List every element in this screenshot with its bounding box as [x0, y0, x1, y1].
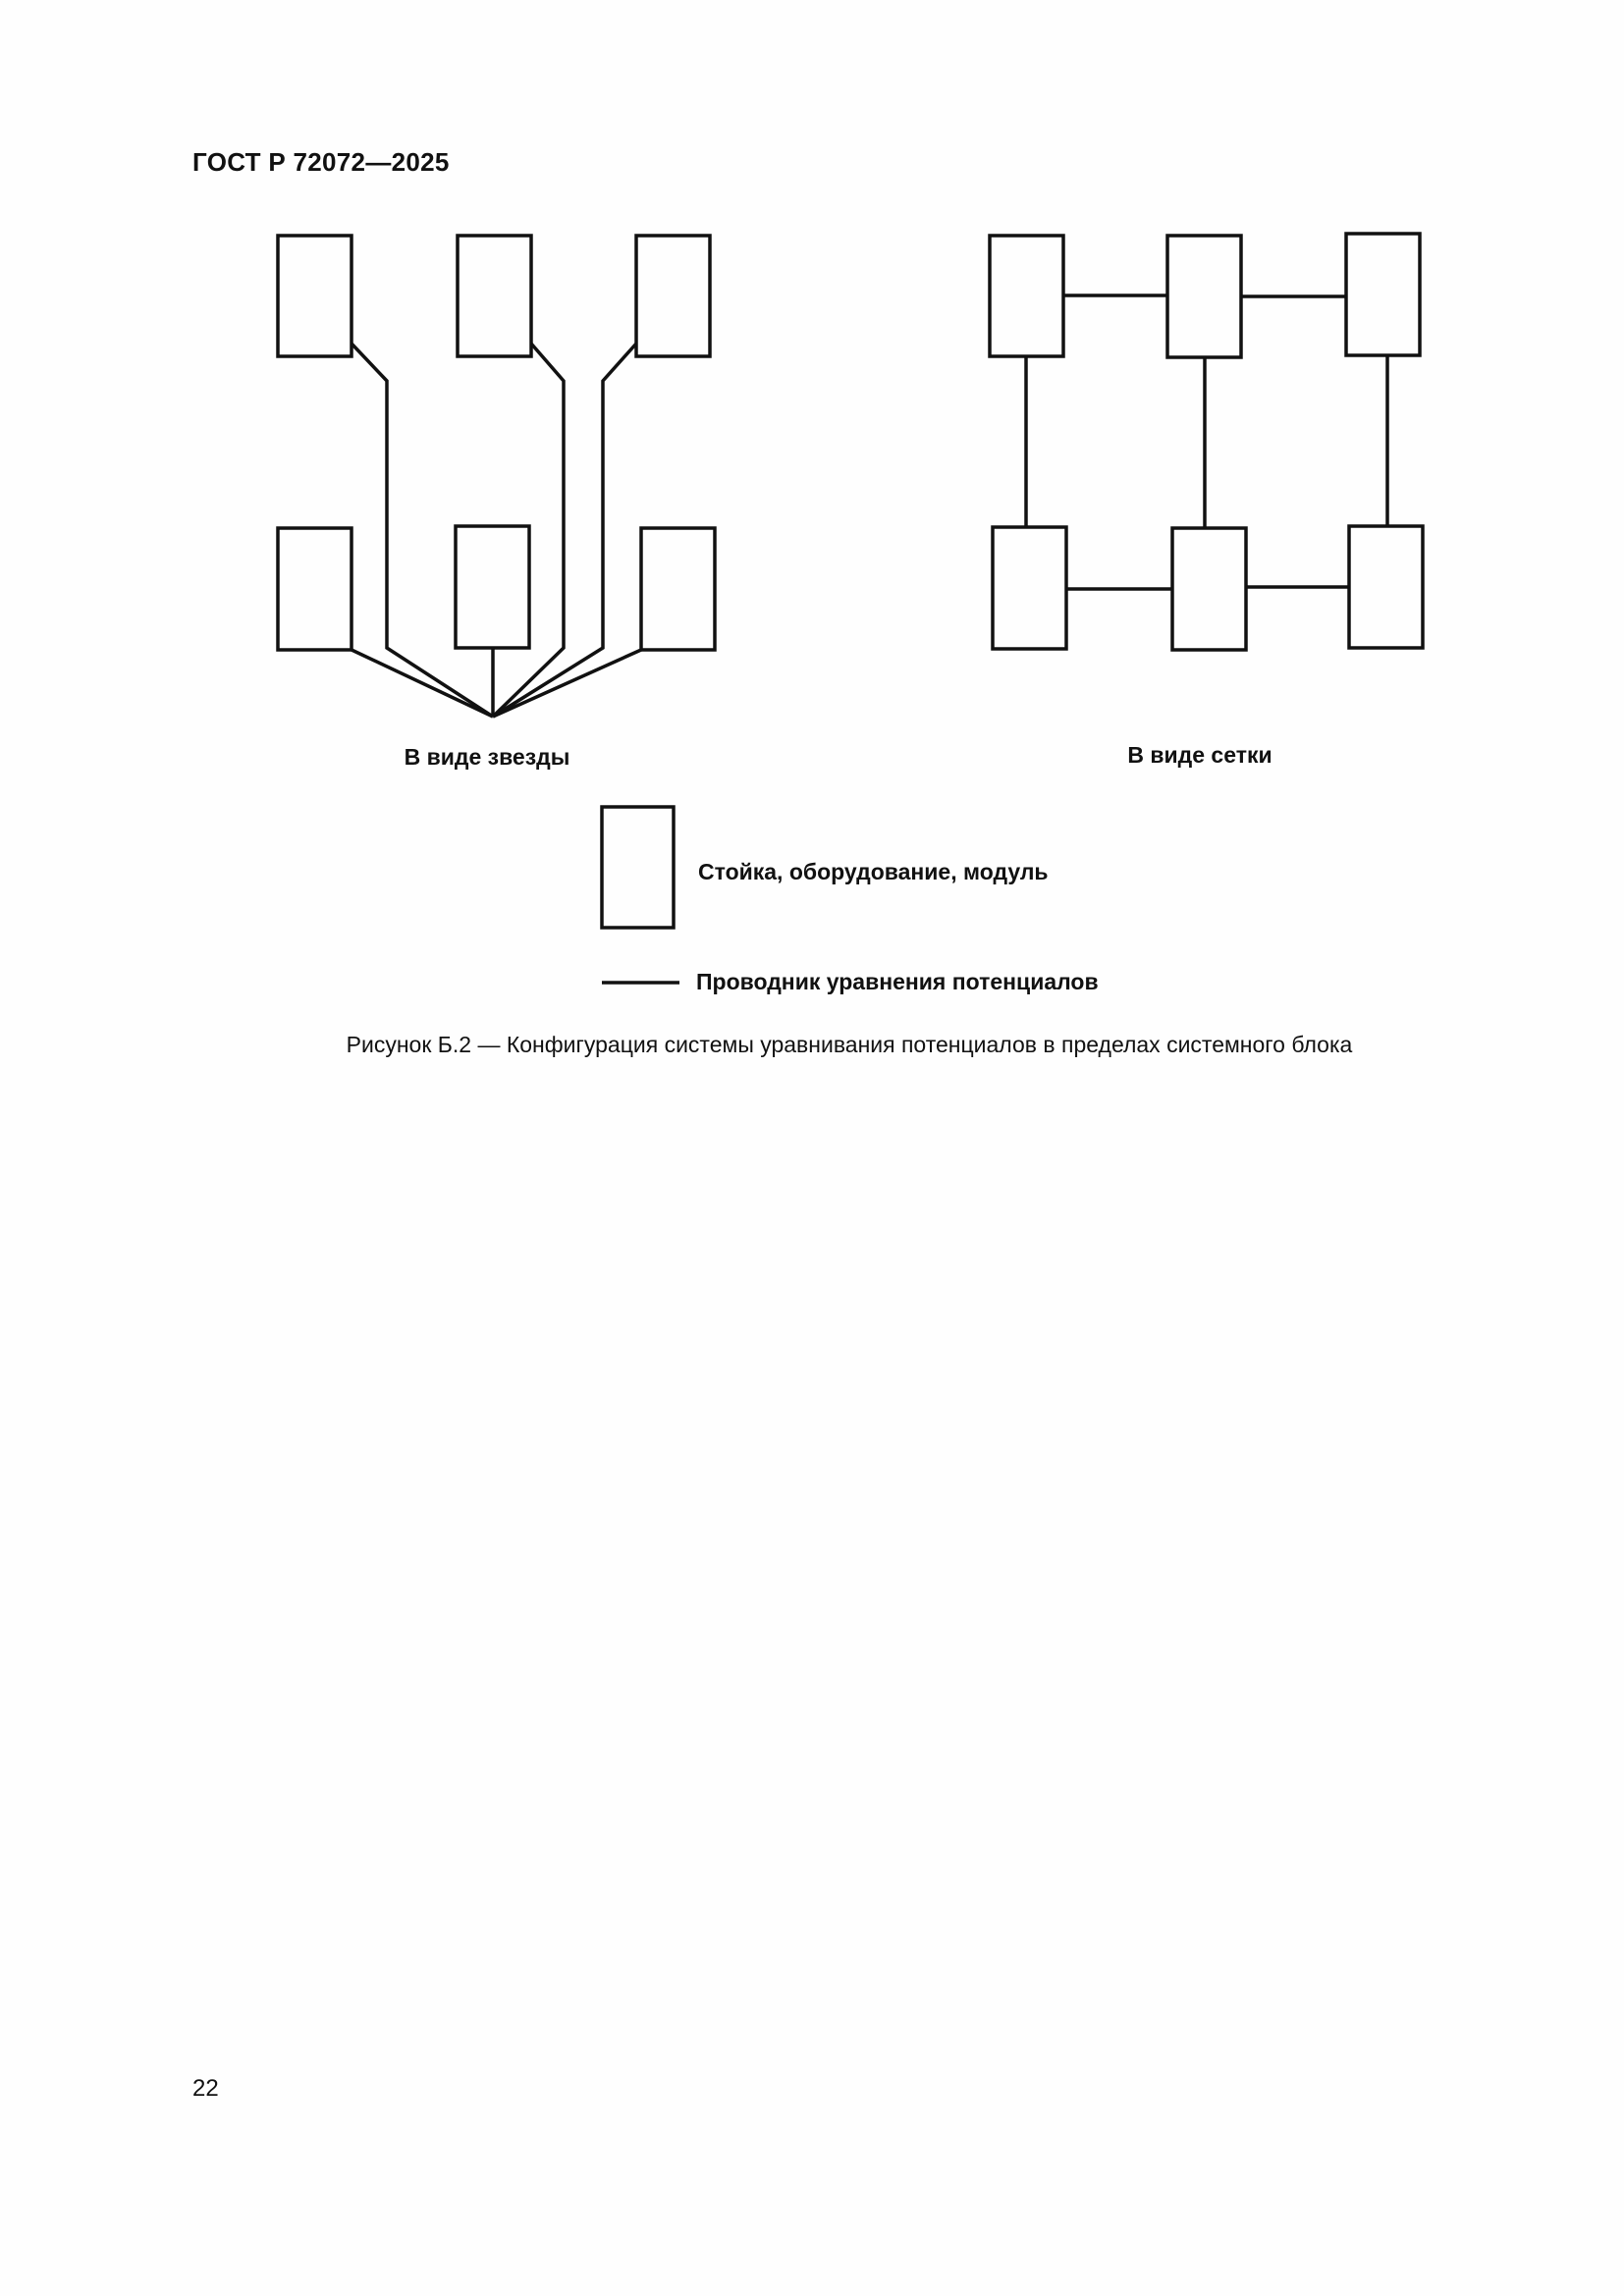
mesh-unit-bottom-right [1349, 526, 1423, 648]
document-header: ГОСТ Р 72072—2025 [192, 147, 450, 177]
star-unit-top-left [278, 236, 352, 356]
figure-caption: Рисунок Б.2 — Конфигурация системы уравнивания потенциалов в пределах системного блока [346, 1032, 1353, 1057]
star-unit-bottom-center [456, 526, 529, 648]
star-unit-top-right [636, 236, 710, 356]
star-unit-bottom-left [278, 528, 352, 650]
mesh-unit-bottom-left [993, 527, 1066, 649]
mesh-unit-top-center [1167, 236, 1241, 357]
mesh-unit-top-right [1346, 234, 1420, 355]
star-diagram [278, 236, 715, 717]
mesh-unit-top-left [990, 236, 1063, 356]
star-conductor [493, 650, 641, 717]
star-diagram-label: В виде звезды [404, 744, 570, 770]
legend-conductor-label: Проводник уравнения потенциалов [696, 969, 1099, 994]
star-unit-top-center [458, 236, 531, 356]
mesh-diagram [990, 234, 1423, 650]
page-number: 22 [192, 2075, 219, 2102]
star-unit-bottom-right [641, 528, 715, 650]
mesh-diagram-label: В виде сетки [1127, 742, 1272, 768]
star-conductor [352, 650, 493, 717]
legend-unit-symbol [602, 807, 674, 928]
legend-unit-label: Стойка, оборудование, модуль [698, 859, 1049, 884]
mesh-unit-bottom-center [1172, 528, 1246, 650]
